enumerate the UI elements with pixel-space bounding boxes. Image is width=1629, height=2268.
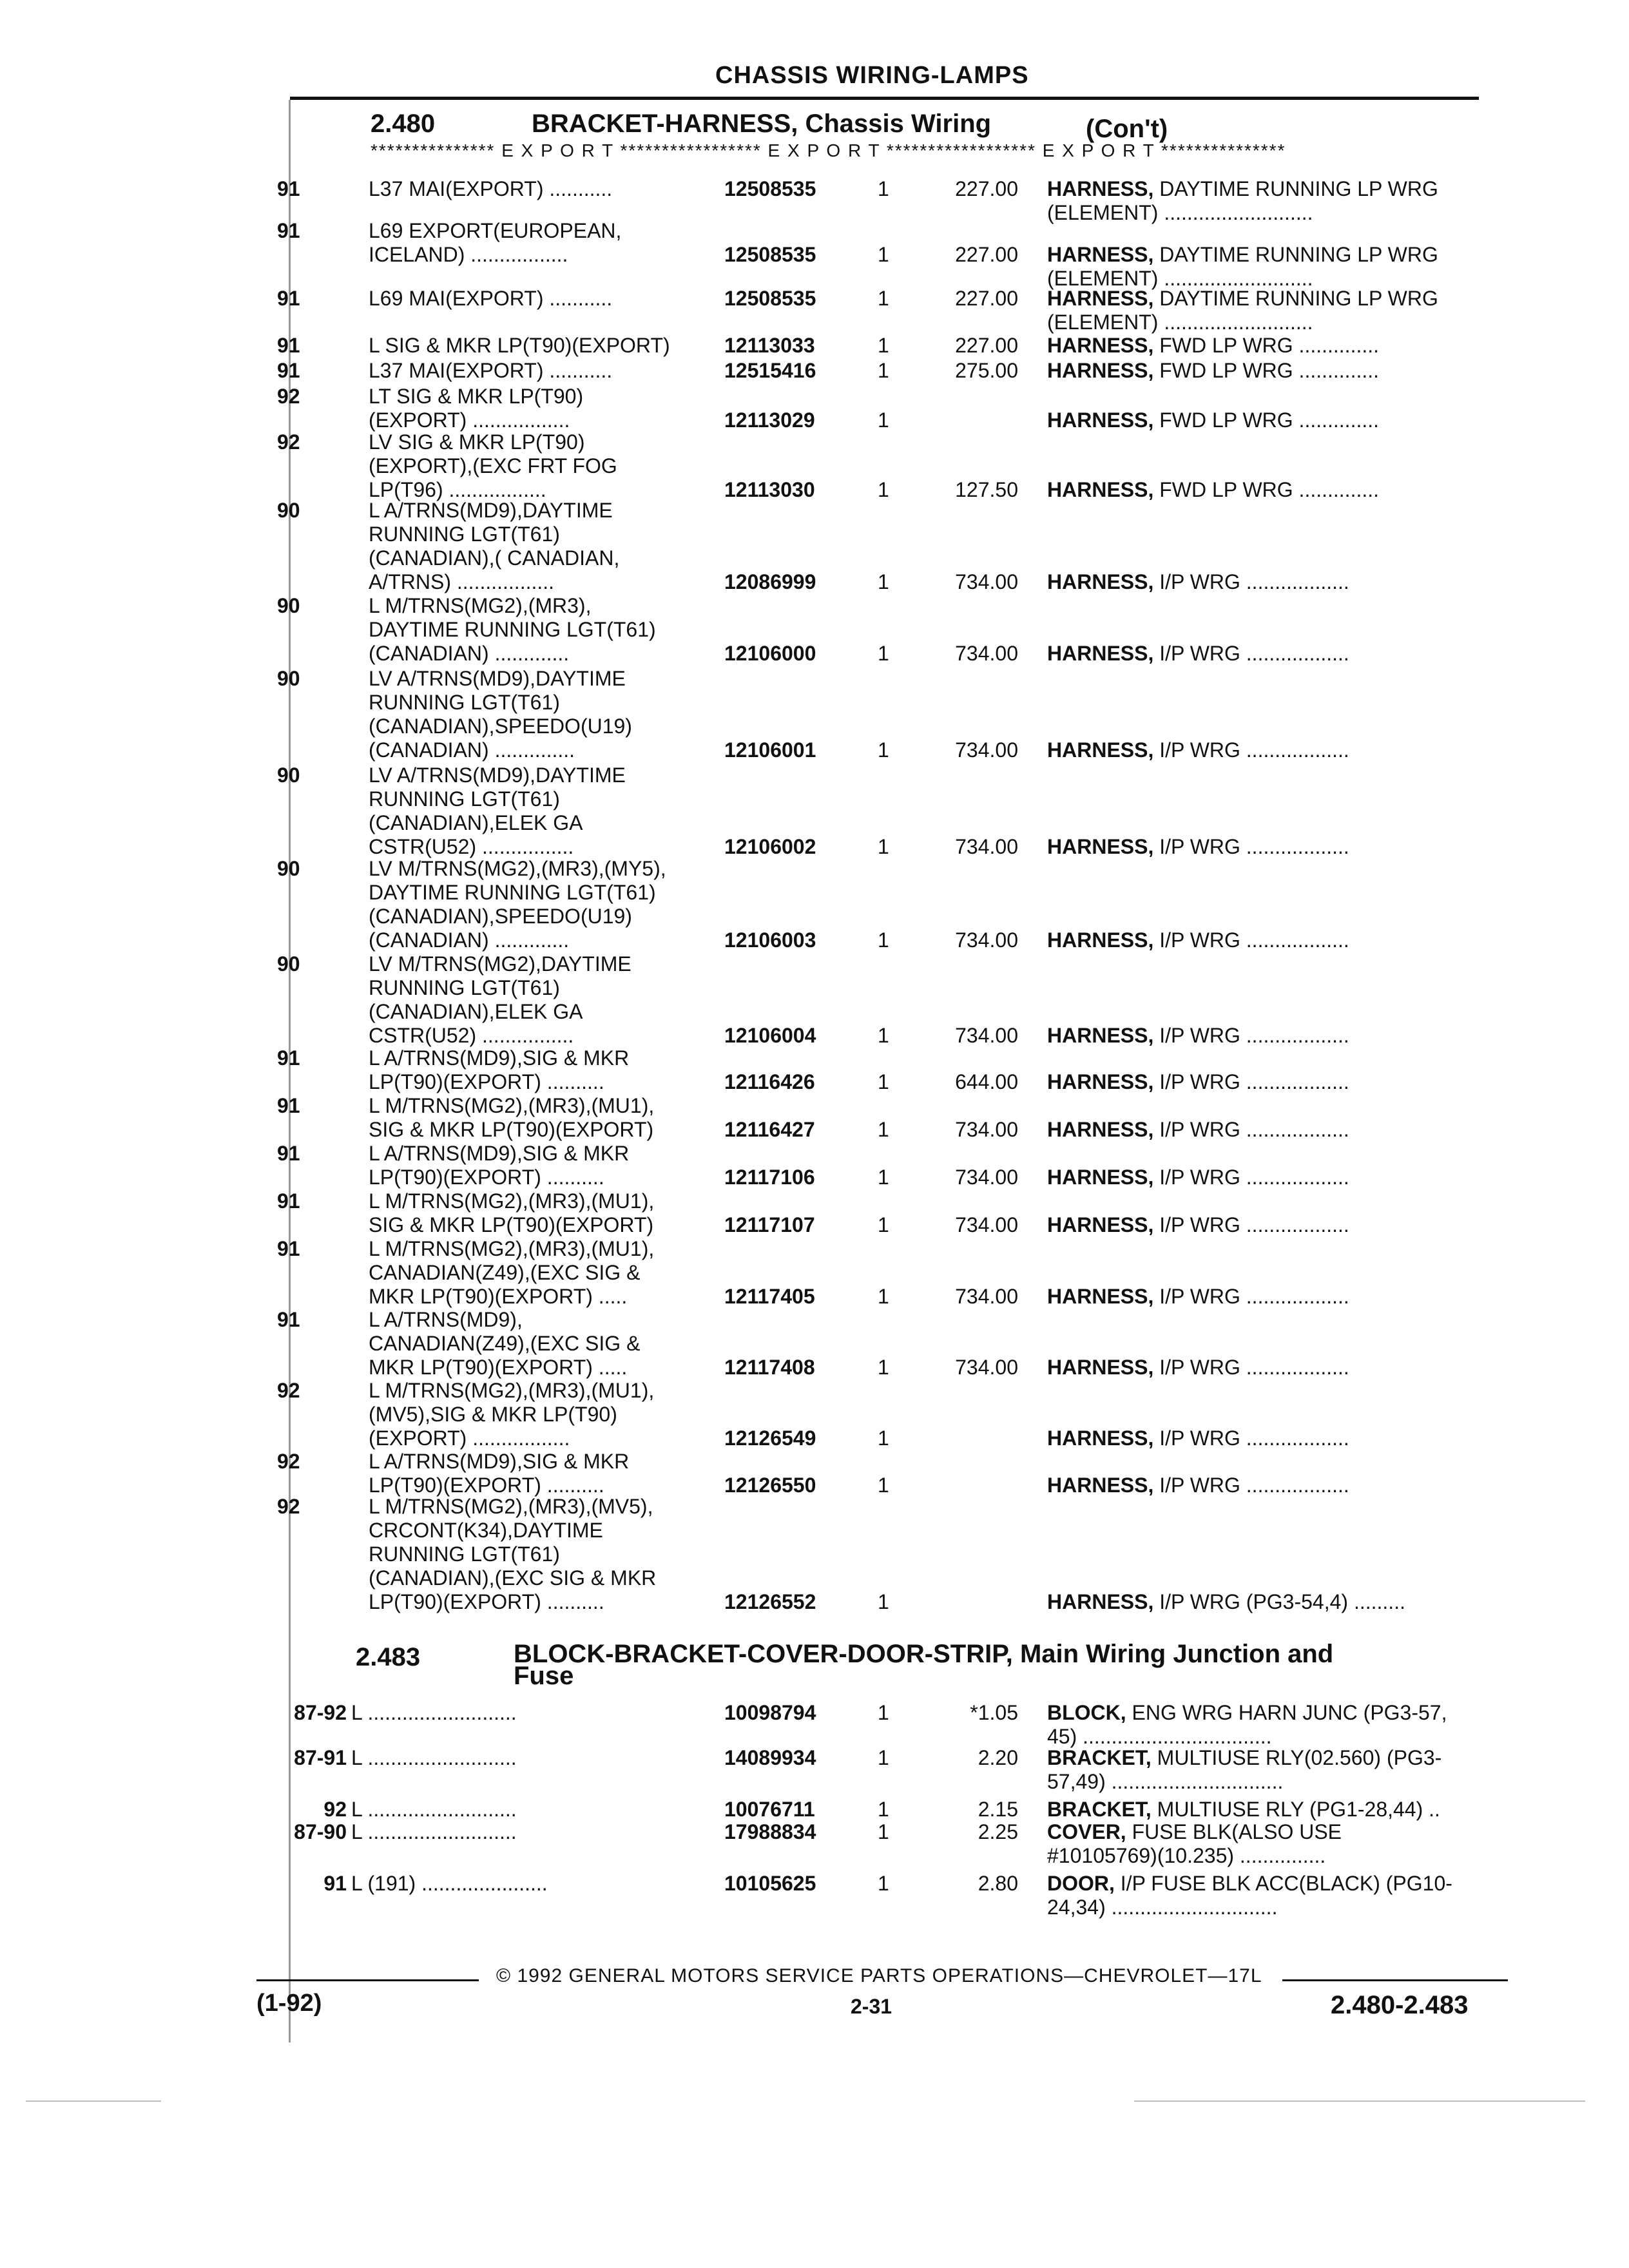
quantity: 1 [878, 177, 889, 200]
part-name [1047, 1070, 1511, 1094]
part-name [1047, 835, 1511, 859]
model-year: 91 [277, 1237, 300, 1260]
part-name [1047, 359, 1511, 383]
part-number: 12117405 [724, 1285, 815, 1308]
quantity: 1 [878, 1024, 889, 1047]
part-name [1047, 1746, 1511, 1794]
quantity: 1 [878, 1590, 889, 1613]
model-year: 87-90 [294, 1820, 347, 1843]
part-name-keyword: HARNESS, [1047, 1474, 1154, 1497]
part-name-detail: DAYTIME RUNNING LP WRG (ELEMENT) .......................... [1047, 243, 1438, 290]
part-number: 12116426 [724, 1070, 815, 1093]
quantity: 1 [878, 1356, 889, 1379]
quantity: 1 [878, 243, 889, 266]
part-number: 12126552 [724, 1590, 816, 1613]
part-name-keyword: HARNESS, [1047, 1285, 1154, 1308]
price: 127.50 [955, 478, 1018, 501]
part-name [1047, 334, 1511, 358]
price: 644.00 [955, 1070, 1018, 1093]
usage-description: L A/TRNS(MD9), CANADIAN(Z49),(EXC SIG & MKR LP(T90)(EXPORT) ..... [369, 1308, 641, 1379]
usage-description: L69 MAI(EXPORT) ........... [369, 287, 613, 310]
usage-description: L M/TRNS(MG2),(MR3), DAYTIME RUNNING LGT(T61) (CANADIAN) ............. [369, 594, 656, 665]
part-number: 12508535 [724, 243, 816, 266]
part-number: 12106002 [724, 835, 816, 858]
part-number: 10105625 [724, 1872, 816, 1895]
part-name [1047, 1285, 1511, 1309]
part-name-keyword: HARNESS, [1047, 1166, 1154, 1189]
part-number: 10098794 [724, 1701, 816, 1724]
model-year: 92 [277, 1495, 300, 1518]
part-number: 12113029 [724, 408, 815, 432]
price: 734.00 [955, 1118, 1018, 1141]
part-name-detail: MULTIUSE RLY (PG1-28,44) .. [1151, 1798, 1440, 1821]
section-number: 2.483 [356, 1643, 421, 1671]
part-name-detail: FWD LP WRG .............. [1153, 359, 1380, 382]
usage-description: L M/TRNS(MG2),(MR3),(MU1), CANADIAN(Z49),(EXC SIG & MKR LP(T90)(EXPORT) ..... [369, 1237, 655, 1308]
part-name-detail: DAYTIME RUNNING LP WRG (ELEMENT) .......................... [1047, 287, 1438, 334]
price: 227.00 [955, 243, 1018, 266]
part-name [1047, 1701, 1511, 1749]
part-name [1047, 177, 1511, 225]
part-number: 12113030 [724, 478, 815, 501]
part-name-detail: DAYTIME RUNNING LP WRG (ELEMENT) .......................... [1047, 177, 1438, 224]
part-number: 12126550 [724, 1474, 816, 1497]
model-year: 87-92 [294, 1701, 347, 1724]
model-year: 91 [277, 1308, 300, 1331]
quantity: 1 [878, 1872, 889, 1895]
usage-description: L A/TRNS(MD9),SIG & MKR LP(T90)(EXPORT) .......... [369, 1046, 630, 1093]
section-number: 2.480 [371, 110, 436, 138]
quantity: 1 [878, 1213, 889, 1236]
section-title: BRACKET-HARNESS, Chassis Wiring [532, 110, 992, 138]
part-name-keyword: HARNESS, [1047, 1356, 1154, 1379]
part-name-keyword: HARNESS, [1047, 570, 1154, 593]
price: 734.00 [955, 738, 1018, 762]
part-name-keyword: HARNESS, [1047, 928, 1154, 952]
scan-artifact [26, 2100, 161, 2102]
model-year: 91 [277, 1189, 300, 1213]
price: 734.00 [955, 1356, 1018, 1379]
part-name-keyword: HARNESS, [1047, 1024, 1154, 1047]
price: 734.00 [955, 642, 1018, 665]
model-year: 91 [277, 1094, 300, 1117]
part-name [1047, 1356, 1511, 1379]
part-name-detail: I/P WRG .................. [1153, 1356, 1349, 1379]
usage-description: L .......................... [351, 1746, 517, 1769]
page-title: CHASSIS WIRING-LAMPS [715, 62, 1029, 89]
quantity: 1 [878, 1474, 889, 1497]
model-year: 91 [277, 219, 300, 242]
usage-description: L37 MAI(EXPORT) ........... [369, 177, 613, 200]
part-name-detail: I/P WRG .................. [1153, 1118, 1349, 1141]
part-name-keyword: HARNESS, [1047, 835, 1154, 858]
model-year: 90 [277, 764, 300, 787]
usage-description: L SIG & MKR LP(T90)(EXPORT) [369, 334, 670, 357]
part-name [1047, 1213, 1511, 1237]
price: 734.00 [955, 570, 1018, 593]
part-name-keyword: HARNESS, [1047, 359, 1154, 382]
section-title-tail: (Con't) [1086, 115, 1168, 143]
price: 734.00 [955, 1285, 1018, 1308]
usage-description: L M/TRNS(MG2),(MR3),(MU1), SIG & MKR LP(T90)(EXPORT) [369, 1094, 655, 1141]
part-name-detail: FUSE BLK(ALSO USE #10105769)(10.235) ............... [1047, 1820, 1342, 1867]
model-year: 90 [277, 499, 300, 522]
part-name [1047, 478, 1511, 502]
header-rule [290, 97, 1479, 100]
part-name-detail: I/P WRG .................. [1153, 835, 1349, 858]
price: 275.00 [955, 359, 1018, 382]
usage-description: L37 MAI(EXPORT) ........... [369, 359, 613, 382]
model-year: 91 [277, 334, 300, 357]
scan-artifact [1134, 2100, 1585, 2102]
quantity: 1 [878, 1070, 889, 1093]
part-name-keyword: BLOCK, [1047, 1701, 1126, 1724]
model-year: 92 [277, 430, 300, 454]
part-name-keyword: HARNESS, [1047, 478, 1154, 501]
usage-description: LT SIG & MKR LP(T90) (EXPORT) ................. [369, 385, 584, 432]
part-name-keyword: HARNESS, [1047, 408, 1154, 432]
part-name-detail: I/P FUSE BLK ACC(BLACK) (PG10- 24,34) ............................. [1047, 1872, 1452, 1919]
part-name-detail: I/P WRG .................. [1153, 570, 1349, 593]
part-name [1047, 1166, 1511, 1189]
quantity: 1 [878, 359, 889, 382]
part-name-keyword: HARNESS, [1047, 1118, 1154, 1141]
model-year: 91 [277, 1046, 300, 1070]
model-year: 90 [277, 594, 300, 617]
part-number: 10076711 [724, 1798, 815, 1821]
part-name-keyword: HARNESS, [1047, 1070, 1154, 1093]
price: 2.15 [978, 1798, 1018, 1821]
price: 734.00 [955, 835, 1018, 858]
model-year: 87-91 [294, 1746, 347, 1769]
price: 734.00 [955, 1024, 1018, 1047]
quantity: 1 [878, 1820, 889, 1843]
part-number: 17988834 [724, 1820, 816, 1843]
part-name [1047, 1872, 1511, 1919]
model-year: 91 [277, 1142, 300, 1165]
part-name [1047, 738, 1511, 762]
part-name [1047, 1474, 1511, 1497]
usage-description: L .......................... [351, 1701, 517, 1724]
usage-description: L M/TRNS(MG2),(MR3),(MU1), (MV5),SIG & MKR LP(T90) (EXPORT) ................. [369, 1379, 655, 1450]
usage-description: LV A/TRNS(MD9),DAYTIME RUNNING LGT(T61) (CANADIAN),SPEEDO(U19) (CANADIAN) .............. [369, 667, 632, 762]
part-name-keyword: HARNESS, [1047, 642, 1154, 665]
usage-description: LV M/TRNS(MG2),DAYTIME RUNNING LGT(T61) (CANADIAN),ELEK GA CSTR(U52) ................ [369, 952, 631, 1047]
part-name [1047, 1427, 1511, 1450]
quantity: 1 [878, 287, 889, 310]
model-year: 91 [277, 359, 300, 382]
quantity: 1 [878, 1746, 889, 1769]
part-name-detail: I/P WRG .................. [1153, 1427, 1349, 1450]
usage-description: L .......................... [351, 1820, 517, 1843]
usage-description: L A/TRNS(MD9),DAYTIME RUNNING LGT(T61) (CANADIAN),( CANADIAN, A/TRNS) ................. [369, 499, 620, 593]
part-number: 12117107 [724, 1213, 815, 1236]
part-name-detail: ENG WRG HARN JUNC (PG3-57, 45) ................................. [1047, 1701, 1447, 1748]
quantity: 1 [878, 1798, 889, 1821]
part-number: 12508535 [724, 177, 816, 200]
part-name-detail: I/P WRG .................. [1153, 1166, 1349, 1189]
usage-description: L (191) ...................... [351, 1872, 548, 1895]
part-name-keyword: HARNESS, [1047, 243, 1154, 266]
quantity: 1 [878, 570, 889, 593]
part-name-detail: MULTIUSE RLY(02.560) (PG3- 57,49) .............................. [1047, 1746, 1442, 1793]
date-code: (1-92) [256, 1990, 322, 2017]
part-number: 12106001 [724, 738, 816, 762]
price: 227.00 [955, 177, 1018, 200]
part-number: 12508535 [724, 287, 816, 310]
part-name-detail: FWD LP WRG .............. [1153, 478, 1380, 501]
part-name-keyword: BRACKET, [1047, 1798, 1152, 1821]
part-name-detail: I/P WRG .................. [1153, 1070, 1349, 1093]
part-name-keyword: HARNESS, [1047, 1213, 1154, 1236]
price: 734.00 [955, 1166, 1018, 1189]
part-name-keyword: HARNESS, [1047, 738, 1154, 762]
model-year: 92 [323, 1798, 347, 1821]
section-range: 2.480-2.483 [1331, 1991, 1469, 2019]
part-name-keyword: HARNESS, [1047, 334, 1154, 357]
part-number: 12106003 [724, 928, 816, 952]
part-name-detail: I/P WRG .................. [1153, 1474, 1349, 1497]
model-year: 92 [277, 1379, 300, 1402]
part-name [1047, 1118, 1511, 1142]
part-name [1047, 408, 1511, 432]
usage-description: L69 EXPORT(EUROPEAN, ICELAND) ................. [369, 219, 622, 266]
part-name [1047, 1590, 1511, 1614]
price: 734.00 [955, 1213, 1018, 1236]
part-name-keyword: HARNESS, [1047, 1427, 1154, 1450]
usage-description: L M/TRNS(MG2),(MR3),(MV5), CRCONT(K34),DAYTIME RUNNING LGT(T61) (CANADIAN),(EXC SIG & MKR LP(T90)(EXPORT) .......... [369, 1495, 657, 1613]
quantity: 1 [878, 408, 889, 432]
usage-description: LV SIG & MKR LP(T90) (EXPORT),(EXC FRT FOG LP(T96) ................. [369, 430, 617, 501]
model-year: 91 [277, 177, 300, 200]
part-name [1047, 928, 1511, 952]
quantity: 1 [878, 1118, 889, 1141]
part-number: 12126549 [724, 1427, 816, 1450]
quantity: 1 [878, 738, 889, 762]
part-number: 12106000 [724, 642, 816, 665]
quantity: 1 [878, 334, 889, 357]
part-number: 12113033 [724, 334, 815, 357]
part-name-keyword: HARNESS, [1047, 177, 1154, 200]
part-name [1047, 243, 1511, 291]
quantity: 1 [878, 835, 889, 858]
part-name-keyword: HARNESS, [1047, 1590, 1154, 1613]
part-name-keyword: HARNESS, [1047, 287, 1154, 310]
part-name-keyword: BRACKET, [1047, 1746, 1152, 1769]
model-year: 91 [277, 287, 300, 310]
copyright-notice: © 1992 GENERAL MOTORS SERVICE PARTS OPERATIONS—CHEVROLET—17L [496, 1965, 1262, 1986]
model-year: 90 [277, 667, 300, 690]
quantity: 1 [878, 1701, 889, 1724]
part-name [1047, 642, 1511, 666]
model-year: 90 [277, 952, 300, 975]
part-name [1047, 1820, 1511, 1868]
part-name-detail: I/P WRG .................. [1153, 1213, 1349, 1236]
model-year: 92 [277, 385, 300, 408]
part-name-detail: I/P WRG .................. [1153, 738, 1349, 762]
usage-description: LV M/TRNS(MG2),(MR3),(MY5), DAYTIME RUNNING LGT(T61) (CANADIAN),SPEEDO(U19) (CANADIAN) ............. [369, 857, 666, 952]
part-name [1047, 1798, 1511, 1821]
quantity: 1 [878, 1427, 889, 1450]
part-number: 12116427 [724, 1118, 815, 1141]
part-name-detail: I/P WRG .................. [1153, 1024, 1349, 1047]
part-name-detail: I/P WRG .................. [1153, 928, 1349, 952]
model-year: 90 [277, 857, 300, 880]
part-name-detail: FWD LP WRG .............. [1153, 334, 1380, 357]
page-number: 2-31 [851, 1995, 892, 2018]
model-year: 92 [277, 1450, 300, 1473]
part-name [1047, 287, 1511, 334]
part-name-keyword: DOOR, [1047, 1872, 1115, 1895]
part-name-detail: FWD LP WRG .............. [1153, 408, 1380, 432]
quantity: 1 [878, 1285, 889, 1308]
price: 2.25 [978, 1820, 1018, 1843]
part-name-detail: I/P WRG .................. [1153, 1285, 1349, 1308]
usage-description: L .......................... [351, 1798, 517, 1821]
part-name [1047, 1024, 1511, 1048]
part-number: 12117106 [724, 1166, 815, 1189]
quantity: 1 [878, 478, 889, 501]
section-title: BLOCK-BRACKET-COVER-DOOR-STRIP, Main Wiring Junction and Fuse [514, 1640, 1334, 1690]
part-name-detail: I/P WRG (PG3-54,4) ......... [1153, 1590, 1405, 1613]
part-number: 14089934 [724, 1746, 816, 1769]
part-name-detail: I/P WRG .................. [1153, 642, 1349, 665]
usage-description: L A/TRNS(MD9),SIG & MKR LP(T90)(EXPORT) .......... [369, 1450, 630, 1497]
usage-description: L M/TRNS(MG2),(MR3),(MU1), SIG & MKR LP(T90)(EXPORT) [369, 1189, 655, 1236]
part-number: 12086999 [724, 570, 816, 593]
price: 734.00 [955, 928, 1018, 952]
price: 227.00 [955, 334, 1018, 357]
part-name [1047, 570, 1511, 594]
quantity: 1 [878, 1166, 889, 1189]
quantity: 1 [878, 642, 889, 665]
part-number: 12117408 [724, 1356, 815, 1379]
price: *1.05 [970, 1701, 1018, 1724]
price: 2.20 [978, 1746, 1018, 1769]
model-year: 91 [323, 1872, 347, 1895]
part-number: 12515416 [724, 359, 816, 382]
footer-rule-right [1282, 1979, 1508, 1981]
export-banner: *************** E X P O R T ***************** E X P O R T ****************** E X P O R T *************** [371, 140, 1286, 160]
quantity: 1 [878, 928, 889, 952]
part-number: 12106004 [724, 1024, 816, 1047]
price: 2.80 [978, 1872, 1018, 1895]
price: 227.00 [955, 287, 1018, 310]
usage-description: L A/TRNS(MD9),SIG & MKR LP(T90)(EXPORT) .......... [369, 1142, 630, 1189]
footer-rule-left [256, 1979, 479, 1981]
usage-description: LV A/TRNS(MD9),DAYTIME RUNNING LGT(T61) (CANADIAN),ELEK GA CSTR(U52) ................ [369, 764, 626, 858]
part-name-keyword: COVER, [1047, 1820, 1126, 1843]
